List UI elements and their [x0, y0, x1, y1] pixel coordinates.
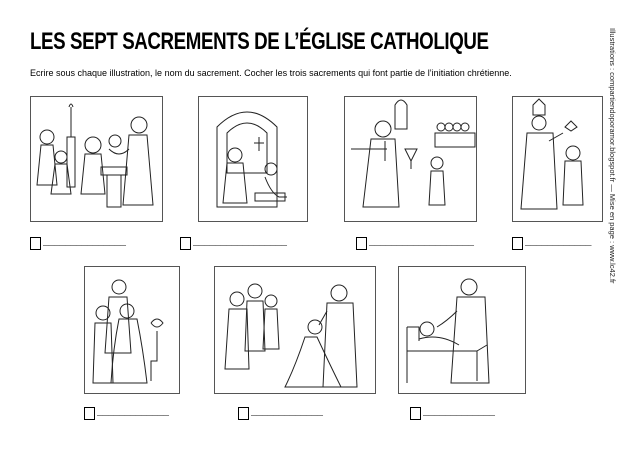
instructions: Ecrire sous chaque illustration, le nom du sacrement. Cocher les trois sacrements qui font partie de l’initiation chrétienne. — [30, 68, 512, 78]
checkbox-4[interactable] — [512, 237, 523, 250]
checkbox-1[interactable] — [30, 237, 41, 250]
answer-line-3[interactable]: ___________________ — [356, 236, 474, 250]
answer-line-1[interactable]: _______________ — [30, 236, 126, 250]
checkbox-3[interactable] — [356, 237, 367, 250]
page-title: LES SEPT SACREMENTS DE L’ÉGLISE CATHOLIQUE — [30, 28, 489, 55]
answer-line-4[interactable]: ____________ — [512, 236, 591, 250]
answer-line-6[interactable]: _____________ — [238, 406, 323, 420]
anointing-illustration — [398, 266, 526, 394]
answer-line-7[interactable]: _____________ — [410, 406, 495, 420]
side-credit-text: Illustrations : compartiendoporamor.blogspot.fr — Mise en page : www.lc42.fr — [608, 28, 617, 284]
checkbox-2[interactable] — [180, 237, 191, 250]
baptism-illustration — [30, 96, 163, 222]
ordination-illustration — [214, 266, 376, 394]
checkbox-6[interactable] — [238, 407, 249, 420]
checkbox-5[interactable] — [84, 407, 95, 420]
answer-line-2[interactable]: _________________ — [180, 236, 287, 250]
side-credit — [608, 28, 622, 428]
eucharist-illustration — [344, 96, 477, 222]
checkbox-7[interactable] — [410, 407, 421, 420]
answer-line-5[interactable]: _____________ — [84, 406, 169, 420]
confirmation-illustration — [512, 96, 603, 222]
marriage-illustration — [84, 266, 180, 394]
confession-illustration — [198, 96, 308, 222]
